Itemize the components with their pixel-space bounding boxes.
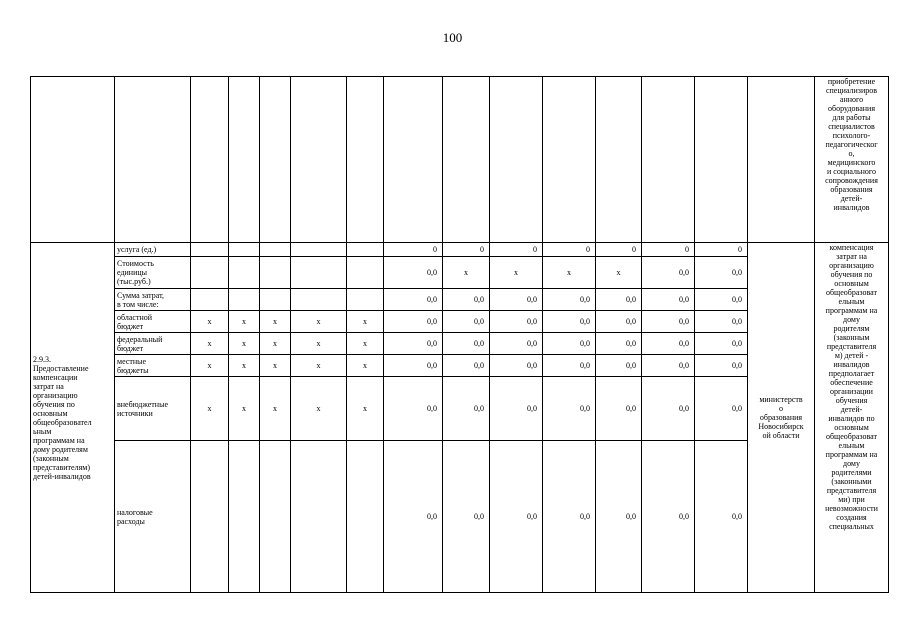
result-line: общеобразоват [825, 432, 878, 441]
value-cell: 0,0 [642, 311, 695, 333]
mark-cell [229, 243, 260, 257]
value-cell: 0,0 [443, 333, 490, 355]
row-label-line: единицы [117, 268, 148, 277]
purpose-line: медицинского [827, 158, 876, 167]
mark-cell: х [229, 355, 260, 377]
result-line: общеобразоват [825, 288, 878, 297]
mark-cell: х [260, 355, 291, 377]
result-line: дому [843, 315, 860, 324]
result-line: дому [843, 459, 860, 468]
value-cell: 0,0 [490, 441, 543, 593]
result-line: невозможности [825, 504, 878, 513]
result-line: предполагает [828, 369, 875, 378]
result-line: (законным [833, 333, 870, 342]
value-cell: 0,0 [443, 441, 490, 593]
section-title-line: затрат на [33, 381, 64, 391]
result-line: обеспечение [830, 378, 873, 387]
section-title-line: дому родителям [33, 444, 88, 454]
value-cell: 0,0 [695, 333, 748, 355]
mark-cell: х [229, 333, 260, 355]
executor-line: ой области [762, 431, 800, 440]
value-cell: 0 [695, 243, 748, 257]
mark-cell [260, 441, 291, 593]
row-label-line: налоговые [117, 507, 153, 517]
result-line: ельным [838, 297, 865, 306]
mark-cell [260, 257, 291, 289]
value-cell: 0,0 [642, 333, 695, 355]
row-label-line: источники [117, 408, 153, 418]
row-label-line: внебюджетные [117, 399, 168, 409]
result-line: инвалидов [833, 360, 870, 369]
row-label [115, 355, 191, 377]
value-cell: 0,0 [695, 377, 748, 441]
result-line: (законными [831, 477, 872, 486]
mark-cell: х [191, 355, 229, 377]
result-line: родителям [833, 324, 870, 333]
purpose-line: инвалидов [833, 203, 870, 212]
section-title-line: организацию [33, 390, 78, 400]
value-cell: 0,0 [490, 333, 543, 355]
value-cell: 0,0 [543, 289, 596, 311]
result-line: обучения [835, 396, 868, 405]
value-cell: х [443, 257, 490, 289]
value-cell: 0,0 [384, 289, 443, 311]
value-cell: 0,0 [596, 355, 642, 377]
purpose-line: специализиров [825, 86, 878, 95]
purpose-cell [815, 77, 889, 243]
value-cell: х [543, 257, 596, 289]
row-label-line: в том числе: [117, 299, 159, 309]
value-cell: 0,0 [642, 257, 695, 289]
mark-cell: х [229, 311, 260, 333]
value-cell: 0,0 [384, 257, 443, 289]
mark-cell: х [291, 355, 347, 377]
value-cell: 0,0 [695, 355, 748, 377]
row-label-line: бюджеты [117, 365, 149, 375]
result-line: ми) при [838, 495, 865, 504]
value-cell: 0,0 [543, 355, 596, 377]
purpose-line: оборудования [828, 104, 875, 113]
mark-cell: х [291, 377, 347, 441]
purpose-line: образования [830, 185, 873, 194]
section-title [31, 243, 115, 593]
mark-cell: х [191, 311, 229, 333]
value-cell: 0,0 [543, 377, 596, 441]
result-line: обучения по [830, 270, 873, 279]
result-line: представителя [826, 342, 877, 351]
section-title-line: Предоставление [33, 363, 89, 373]
row-label [115, 257, 191, 289]
result-line: специальных [829, 522, 874, 531]
mark-cell: х [260, 333, 291, 355]
row-label-line: услуга (ед.) [117, 245, 157, 254]
mark-cell: х [191, 377, 229, 441]
result-line: м) детей - [834, 351, 869, 360]
purpose-line: для работы [832, 113, 871, 122]
value-cell: 0,0 [642, 289, 695, 311]
mark-cell [260, 243, 291, 257]
mark-cell: х [347, 311, 384, 333]
value-cell: 0,0 [384, 333, 443, 355]
value-cell: 0 [543, 243, 596, 257]
result-line: основным [834, 279, 869, 288]
purpose-line: о, [848, 149, 855, 158]
section-title-line: представителям) [33, 462, 90, 472]
value-cell: 0,0 [596, 441, 642, 593]
result-line: детей- [840, 405, 863, 414]
purpose-line: психолого- [832, 131, 871, 140]
section-title-line: общеобразовател [33, 417, 92, 427]
continuation-row [31, 77, 889, 243]
mark-cell [191, 257, 229, 289]
purpose-line: приобретение [827, 77, 876, 86]
row-label [115, 243, 191, 257]
mark-cell [291, 289, 347, 311]
value-cell: 0,0 [490, 289, 543, 311]
value-cell: х [490, 257, 543, 289]
value-cell: 0,0 [543, 441, 596, 593]
mark-cell: х [291, 333, 347, 355]
mark-cell [347, 243, 384, 257]
value-cell: 0 [443, 243, 490, 257]
mark-cell [291, 257, 347, 289]
result-line: организации [830, 387, 873, 396]
value-cell: 0 [384, 243, 443, 257]
purpose-line: детей- [840, 194, 863, 203]
mark-cell: х [229, 377, 260, 441]
value-cell: 0,0 [543, 333, 596, 355]
row-label [115, 311, 191, 333]
mark-cell: х [260, 311, 291, 333]
mark-cell [229, 257, 260, 289]
section-title-line: компенсации [33, 372, 78, 382]
result-cell [815, 243, 889, 593]
value-cell: 0,0 [695, 441, 748, 593]
value-cell: 0,0 [642, 355, 695, 377]
table-row [31, 243, 889, 257]
row-label-line: местные [117, 356, 147, 366]
row-label-line: бюджет [117, 343, 144, 353]
value-cell: 0,0 [384, 441, 443, 593]
value-cell: 0 [596, 243, 642, 257]
result-line: затрат на [836, 252, 867, 261]
row-label [115, 441, 191, 593]
purpose-line: и социального [826, 167, 877, 176]
mark-cell [291, 441, 347, 593]
mark-cell: х [347, 355, 384, 377]
value-cell: 0,0 [596, 311, 642, 333]
row-label-line: (тыс.руб.) [117, 277, 151, 286]
section-title-line: детей-инвалидов [33, 471, 91, 481]
row-label [115, 289, 191, 311]
section-title-line: 2.9.3. [33, 354, 51, 364]
mark-cell [229, 289, 260, 311]
executor-line: министерств [759, 395, 803, 404]
value-cell: 0,0 [384, 377, 443, 441]
mark-cell [191, 289, 229, 311]
mark-cell [347, 441, 384, 593]
executor-cell [748, 243, 815, 593]
mark-cell: х [260, 377, 291, 441]
value-cell: 0,0 [695, 289, 748, 311]
value-cell: 0,0 [384, 355, 443, 377]
section-title-line: программам на [33, 435, 85, 445]
purpose-line: педагогическог [825, 140, 878, 149]
row-label [115, 377, 191, 441]
section-title-line: ьным [33, 426, 52, 436]
mark-cell [191, 243, 229, 257]
mark-cell: х [347, 333, 384, 355]
mark-cell: х [191, 333, 229, 355]
row-label-line: федеральный [117, 334, 163, 344]
result-line: ельным [838, 441, 865, 450]
purpose-line: сопровождения [825, 176, 878, 185]
value-cell: 0,0 [443, 289, 490, 311]
mark-cell [191, 441, 229, 593]
mark-cell [229, 441, 260, 593]
value-cell: 0 [642, 243, 695, 257]
result-line: программам на [825, 306, 878, 315]
value-cell: 0,0 [490, 377, 543, 441]
purpose-line: анного [839, 95, 864, 104]
row-label [115, 333, 191, 355]
value-cell: 0,0 [695, 311, 748, 333]
row-label-line: расходы [117, 516, 145, 526]
value-cell: 0,0 [443, 377, 490, 441]
value-cell: 0,0 [642, 441, 695, 593]
value-cell: х [596, 257, 642, 289]
executor-line: Новосибирск [758, 422, 804, 431]
value-cell: 0,0 [596, 333, 642, 355]
executor-line: образования [759, 413, 803, 422]
mark-cell [347, 289, 384, 311]
program-table [30, 76, 889, 593]
section-title-line: основным [33, 408, 68, 418]
value-cell: 0,0 [596, 289, 642, 311]
value-cell: 0,0 [490, 355, 543, 377]
value-cell: 0,0 [642, 377, 695, 441]
result-line: основным [834, 423, 869, 432]
value-cell: 0,0 [490, 311, 543, 333]
result-line: организацию [829, 261, 874, 270]
result-line: родителями [831, 468, 872, 477]
page-number: 100 [442, 30, 463, 45]
result-line: программам на [825, 450, 878, 459]
row-label-line: областной [117, 312, 153, 322]
purpose-line: специалистов [828, 122, 875, 131]
result-line: представителя [826, 486, 877, 495]
value-cell: 0,0 [596, 377, 642, 441]
row-label-line: бюджет [117, 321, 144, 331]
value-cell: 0,0 [543, 311, 596, 333]
row-label-line: Стоимость [117, 259, 154, 268]
mark-cell [260, 289, 291, 311]
mark-cell: х [291, 311, 347, 333]
mark-cell [347, 257, 384, 289]
result-line: создания [836, 513, 867, 522]
value-cell: 0,0 [443, 355, 490, 377]
executor-line: о [779, 404, 783, 413]
result-line: компенсация [829, 243, 874, 252]
result-line: инвалидов по [828, 414, 875, 423]
row-label-line: Сумма затрат, [117, 290, 164, 300]
value-cell: 0,0 [695, 257, 748, 289]
mark-cell: х [347, 377, 384, 441]
value-cell: 0,0 [384, 311, 443, 333]
section-title-line: (законным [33, 453, 69, 463]
section-title-line: обучения по [33, 399, 75, 409]
mark-cell [291, 243, 347, 257]
value-cell: 0,0 [443, 311, 490, 333]
value-cell: 0 [490, 243, 543, 257]
